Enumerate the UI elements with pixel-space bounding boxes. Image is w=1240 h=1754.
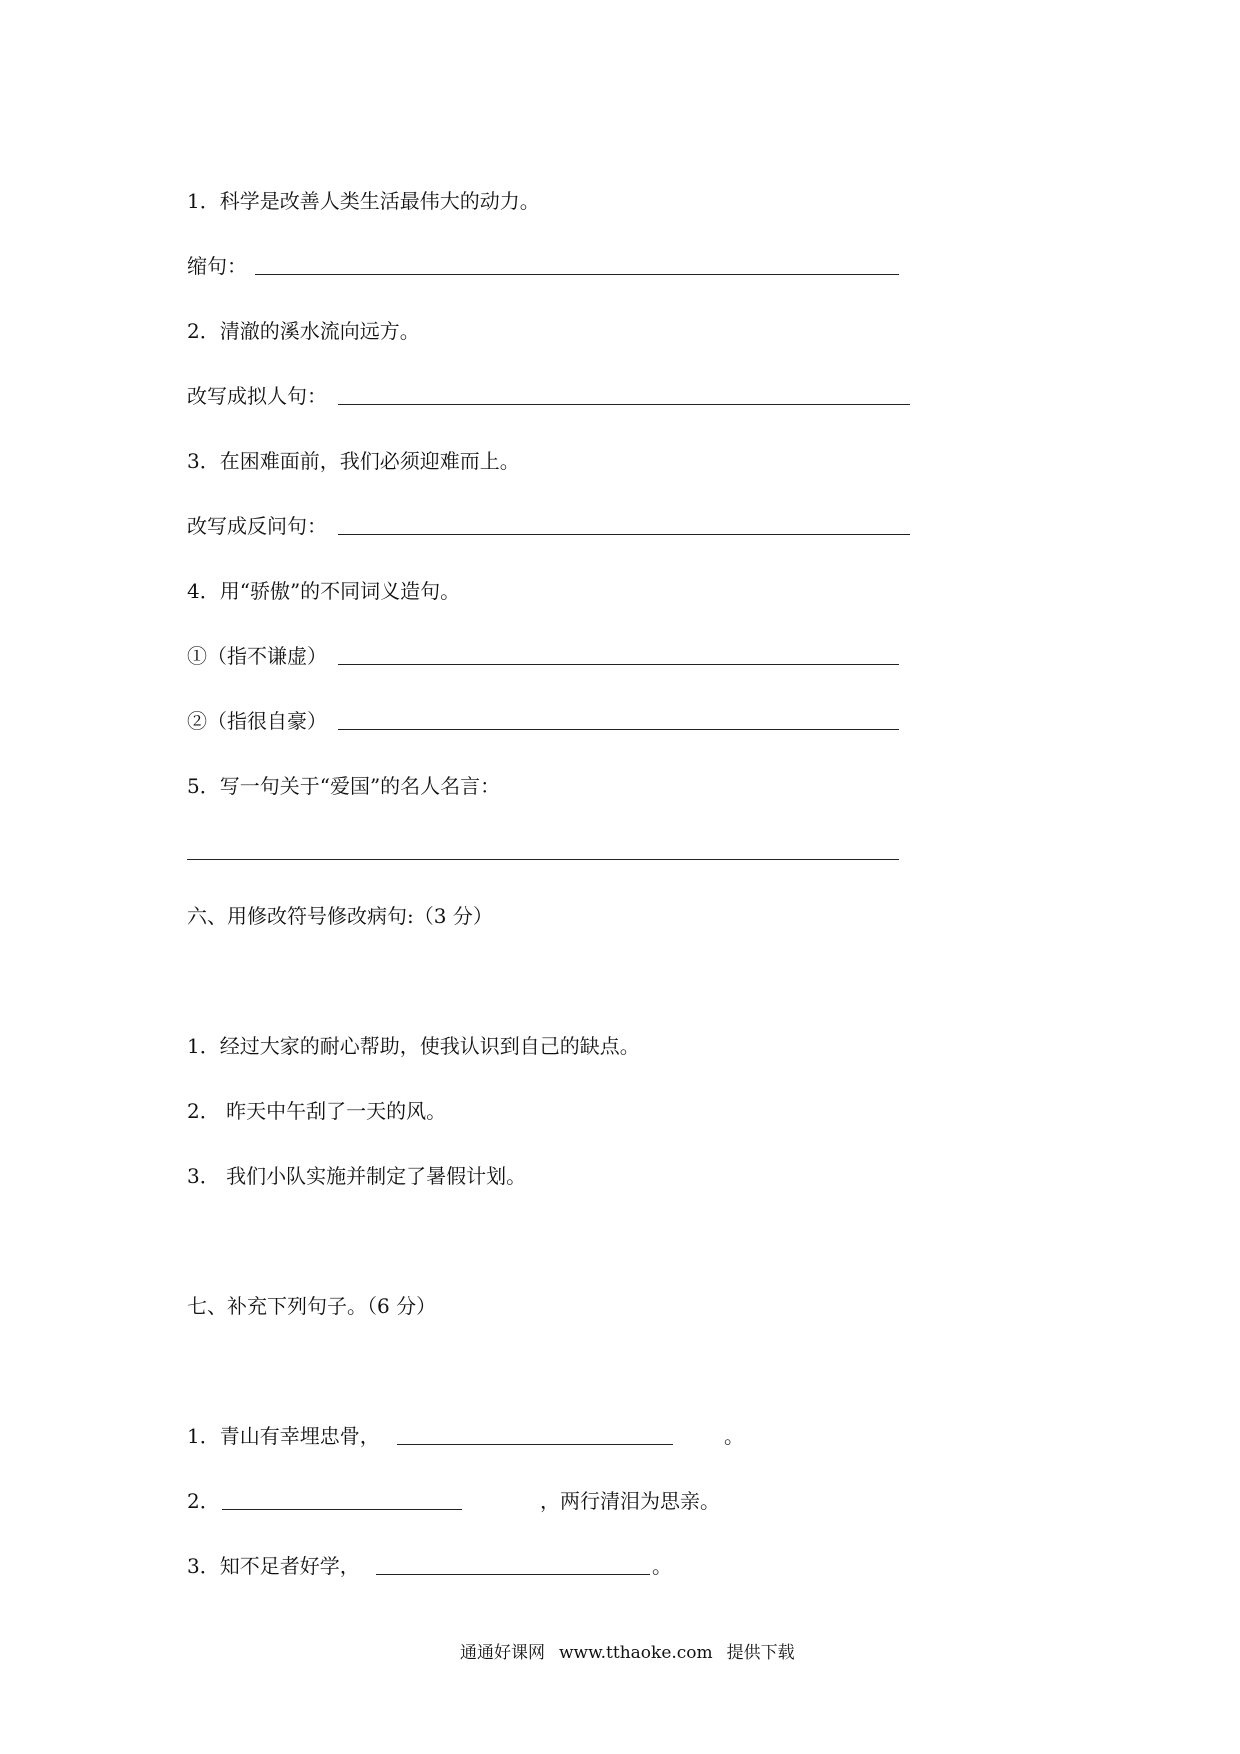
answer-line-4b[interactable] xyxy=(338,729,899,730)
section-7-item-3-prefix: 3．知不足者好学， xyxy=(187,1554,360,1578)
question-5: 5．写一句关于“爱国”的名人名言： xyxy=(187,774,501,798)
question-2: 2．清澈的溪水流向远方。 xyxy=(187,319,420,343)
section-6-item-1: 1．经过大家的耐心帮助，使我认识到自己的缺点。 xyxy=(187,1034,640,1058)
question-4: 4．用“骄傲”的不同词义造句。 xyxy=(187,579,461,603)
footer-site-name: 通通好课网 xyxy=(460,1643,545,1663)
section-7-item-1-suffix: 。 xyxy=(724,1424,744,1448)
footer-url[interactable]: www.tthaoke.com xyxy=(559,1643,713,1663)
section-7-item-2-suffix: ，两行清泪为思亲。 xyxy=(540,1489,720,1513)
answer-label-1: 缩句： xyxy=(187,254,247,278)
section-6-heading: 六、用修改符号修改病句:（3 分） xyxy=(187,904,493,928)
answer-line-1[interactable] xyxy=(255,274,899,275)
answer-label-2: 改写成拟人句： xyxy=(187,384,327,408)
question-3: 3．在困难面前，我们必须迎难而上。 xyxy=(187,449,520,473)
section-7-item-1-blank[interactable] xyxy=(397,1444,673,1445)
section-6-item-2: 2． 昨天中午刮了一天的风。 xyxy=(187,1099,447,1123)
footer-suffix: 提供下载 xyxy=(726,1643,795,1663)
answer-label-3: 改写成反问句： xyxy=(187,514,327,538)
question-1: 1．科学是改善人类生活最伟大的动力。 xyxy=(187,189,540,213)
answer-line-5[interactable] xyxy=(187,859,899,860)
page-footer xyxy=(460,1642,795,1664)
section-7-item-3-suffix: 。 xyxy=(652,1554,672,1578)
answer-line-4a[interactable] xyxy=(338,664,899,665)
answer-label-4b: ②（指很自豪） xyxy=(187,709,327,733)
section-7-heading: 七、补充下列句子。（6 分） xyxy=(187,1294,437,1318)
section-7-item-1-prefix: 1．青山有幸埋忠骨， xyxy=(187,1424,380,1448)
section-7-item-3-blank[interactable] xyxy=(376,1574,650,1575)
answer-line-2[interactable] xyxy=(338,404,910,405)
section-6-item-3: 3． 我们小队实施并制定了暑假计划。 xyxy=(187,1164,527,1188)
section-7-item-2-blank[interactable] xyxy=(222,1509,462,1510)
answer-label-4a: ①（指不谦虚） xyxy=(187,644,327,668)
section-7-item-2-prefix: 2． xyxy=(187,1489,220,1513)
answer-line-3[interactable] xyxy=(338,534,910,535)
